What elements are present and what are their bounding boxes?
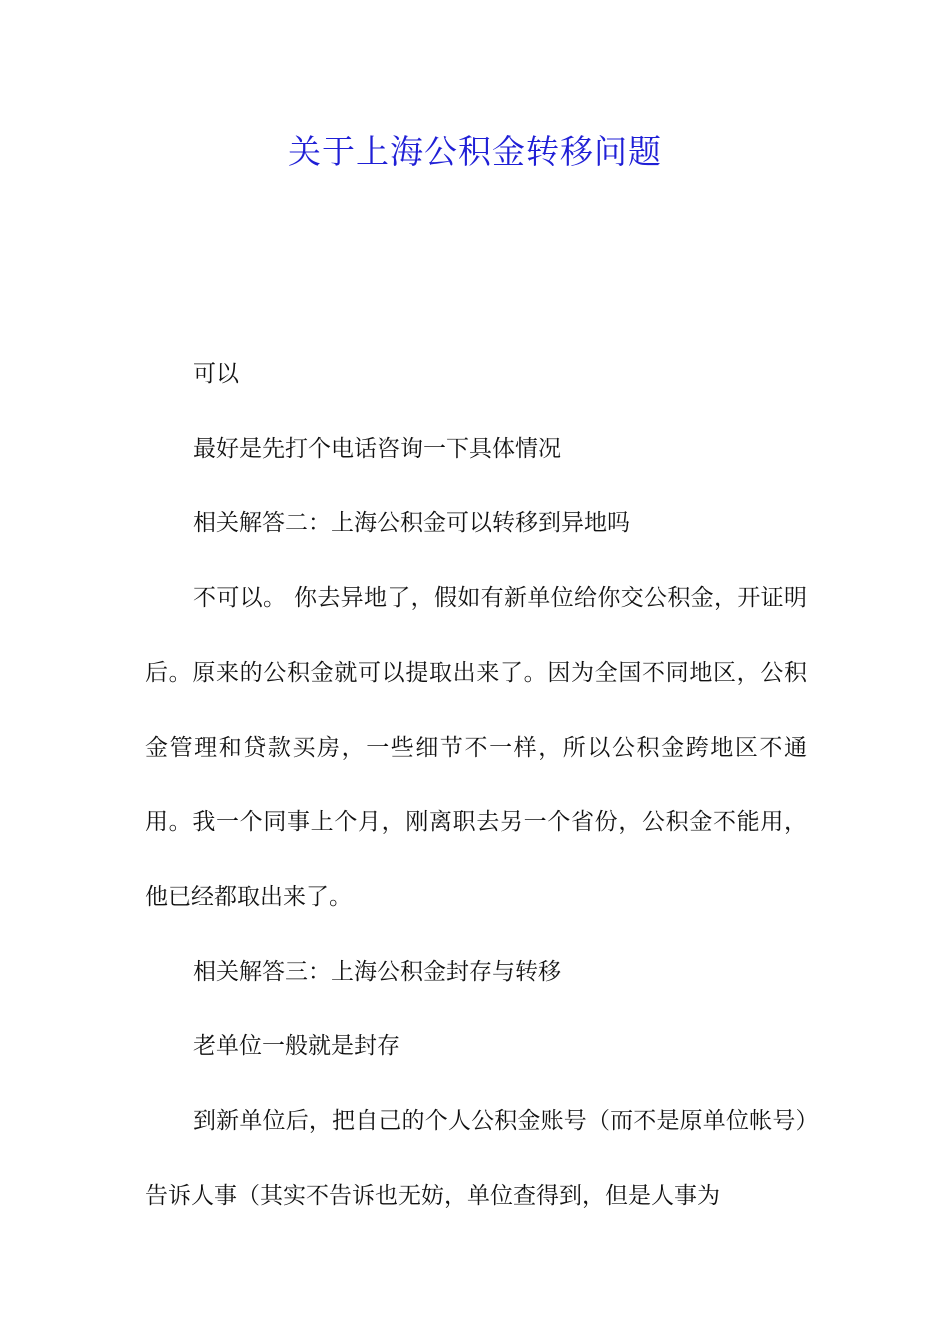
paragraph: 老单位一般就是封存 <box>193 1033 400 1060</box>
paragraph: 相关解答三：上海公积金封存与转移 <box>193 958 561 985</box>
paragraph: 可以 <box>193 361 239 387</box>
paragraph: 相关解答二：上海公积金可以转移到异地吗 <box>193 510 630 537</box>
paragraph: 不可以。 你去异地了，假如有新单位给你交公积金，开证明后。原来的公积金就可以提取出来了。因为全国不同地区，公积金管理和贷款买房，一些细节不一样，所以公积金跨地区不通用。我一个同事上个月，刚离职去另一个省份，公积金不能用，他已经都取出来了。 <box>145 585 807 910</box>
document-body <box>145 337 807 1233</box>
paragraph: 到新单位后，把自己的个人公积金账号（而不是原单位帐号）告诉人事（其实不告诉也无妨，单位查得到，但是人事为 <box>145 1108 807 1209</box>
document-title: 关于上海公积金转移问题 <box>288 132 662 171</box>
paragraph: 最好是先打个电话咨询一下具体情况 <box>193 435 561 462</box>
